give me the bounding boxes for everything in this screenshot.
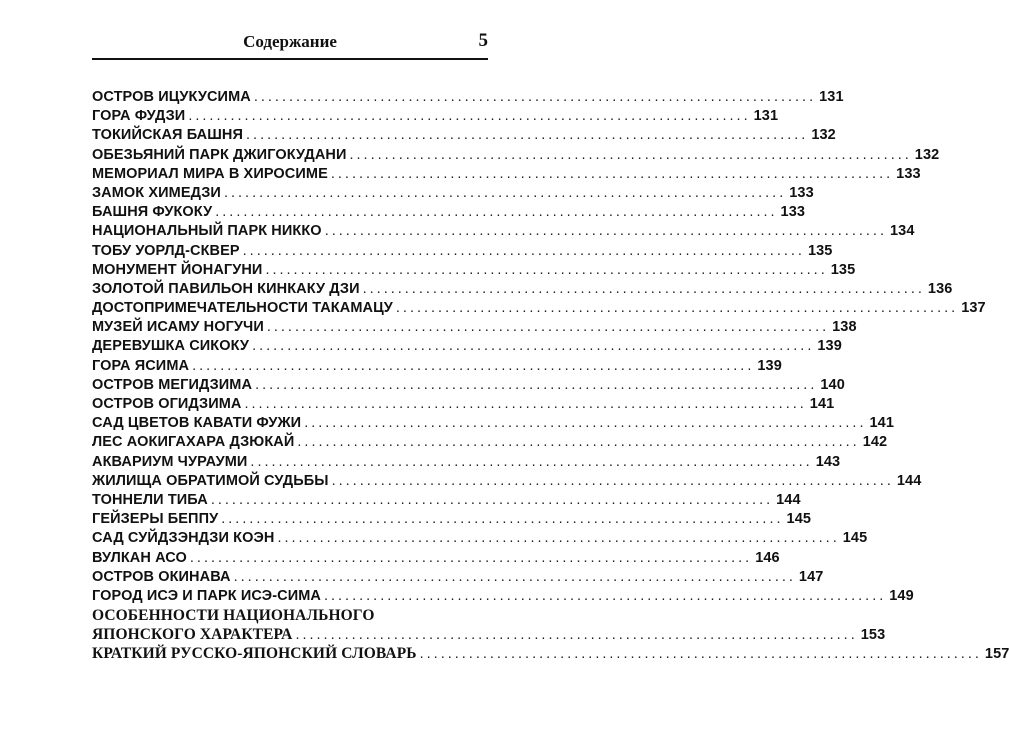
toc-entry-title: САД СУЙДЗЭНДЗИ КОЭН	[92, 530, 275, 547]
dot-leader: ................................................................................	[215, 204, 778, 221]
toc-entry-title: САД ЦВЕТОВ КАВАТИ ФУЖИ	[92, 415, 302, 432]
toc-section-title: ОСОБЕННОСТИ НАЦИОНАЛЬНОГО	[92, 607, 375, 625]
dot-leader: ................................................................................	[395, 300, 959, 317]
dot-leader: ................................................................................	[210, 491, 774, 508]
toc-page-number: 143	[815, 453, 841, 470]
toc-entry-title: ЗАМОК ХИМЕДЗИ	[92, 184, 221, 201]
toc-page-number: 132	[914, 146, 940, 163]
toc-page-number: 157	[984, 646, 1009, 663]
toc-entry-title: ТОБУ УОРЛД-СКВЕР	[92, 242, 240, 259]
toc-entry-title: ОСТРОВ ОГИДЗИМА	[92, 396, 242, 412]
toc-page-number: 135	[830, 261, 856, 278]
toc-section-title: КРАТКИЙ РУССКО-ЯПОНСКИЙ СЛОВАРЬ	[92, 645, 417, 663]
toc-page-number: 147	[798, 568, 824, 585]
dot-leader: ................................................................................	[362, 280, 925, 297]
toc-entry[interactable]	[92, 491, 801, 510]
toc-entry[interactable]	[92, 299, 986, 318]
toc-page-number: 153	[860, 627, 886, 644]
toc-page-number: 137	[961, 300, 986, 317]
toc-page-number: 134	[889, 223, 915, 240]
toc-entry-title: ЖИЛИЩА ОБРАТИМОЙ СУДЬБЫ	[92, 472, 329, 489]
toc-entry-title: ОБЕЗЬЯНИЙ ПАРК ДЖИГОКУДАНИ	[92, 146, 347, 163]
toc-entry-title: ГОРОД ИСЭ И ПАРК ИСЭ-СИМА	[92, 587, 321, 604]
toc-entry[interactable]	[92, 414, 894, 433]
toc-entry-title: ЗОЛОТОЙ ПАВИЛЬОН КИНКАКУ ДЗИ	[92, 280, 360, 297]
dot-leader: ................................................................................	[244, 396, 807, 412]
toc-entry[interactable]	[92, 280, 953, 299]
dot-leader: ................................................................................	[266, 319, 830, 336]
toc-page-number: 145	[842, 530, 868, 547]
dot-leader: ................................................................................	[250, 453, 813, 470]
dot-leader: ................................................................................	[255, 376, 818, 393]
toc-page-number: 139	[817, 338, 842, 355]
dot-leader: ................................................................................	[189, 549, 753, 566]
dot-leader: ................................................................................	[265, 261, 828, 278]
toc-page-number: 131	[819, 89, 844, 105]
toc-entry-title: ОСТРОВ ИЦУКУСИМА	[92, 89, 251, 105]
toc-entries	[92, 88, 986, 606]
dot-leader: ................................................................................	[253, 89, 817, 105]
toc-entry[interactable]	[92, 146, 940, 165]
toc-entry-title: ДЕРЕВУШКА СИКОКУ	[92, 338, 250, 355]
toc-entry-title: ОСТРОВ ОКИНАВА	[92, 568, 231, 585]
toc-entry[interactable]	[92, 165, 921, 184]
toc-entry[interactable]	[92, 107, 779, 126]
toc-page-number: 141	[809, 396, 835, 412]
toc-entry[interactable]	[92, 587, 914, 606]
dot-leader: ................................................................................	[221, 511, 784, 528]
toc-page-number: 149	[889, 587, 914, 604]
toc-page-number: 141	[869, 415, 894, 432]
dot-leader: ................................................................................	[242, 242, 805, 259]
toc-page-number: 144	[776, 491, 801, 508]
toc-entry[interactable]	[92, 222, 915, 241]
toc-entry-title: ТОКИЙСКАЯ БАШНЯ	[92, 127, 244, 144]
dot-leader: ................................................................................	[295, 627, 858, 644]
dot-leader: ................................................................................	[297, 434, 860, 451]
toc-entry[interactable]	[92, 568, 824, 587]
toc-entry[interactable]	[92, 318, 857, 337]
page-header	[92, 30, 488, 60]
toc-entry-title: ГЕЙЗЕРЫ БЕППУ	[92, 511, 219, 528]
toc-entry[interactable]	[92, 510, 812, 529]
toc-entry-title: МОНУМЕНТ ЙОНАГУНИ	[92, 261, 263, 278]
dot-leader: ................................................................................	[323, 587, 887, 604]
dot-leader: ................................................................................	[252, 338, 815, 355]
toc-entry[interactable]	[92, 337, 842, 356]
toc-entry[interactable]	[92, 433, 888, 452]
toc-page-number: 133	[780, 204, 806, 221]
toc-section-national-character-line2[interactable]	[92, 625, 886, 644]
toc-page-number: 145	[786, 511, 812, 528]
toc-page-number: 144	[896, 472, 922, 489]
dot-leader: ................................................................................	[223, 184, 787, 201]
dot-leader: ................................................................................	[304, 415, 867, 432]
toc-entry[interactable]	[92, 376, 845, 395]
header-title: Содержание	[243, 32, 337, 51]
toc-entry-title: ГОРА ЯСИМА	[92, 357, 190, 374]
toc-entry-title: АКВАРИУМ ЧУРАУМИ	[92, 453, 248, 470]
toc-entry[interactable]	[92, 395, 835, 414]
dot-leader: ................................................................................	[246, 127, 809, 144]
toc-page-number: 131	[753, 108, 779, 125]
toc-page-number: 135	[807, 242, 833, 259]
toc-entry[interactable]	[92, 453, 841, 472]
toc-entry-title: МУЗЕЙ ИСАМУ НОГУЧИ	[92, 319, 264, 336]
toc-page-number: 142	[862, 434, 888, 451]
toc-entry-title: МЕМОРИАЛ МИРА В ХИРОСИМЕ	[92, 165, 328, 182]
toc-entry-title: ДОСТОПРИМЕЧАТЕЛЬНОСТИ ТАКАМАЦУ	[92, 300, 393, 317]
toc-page-number: 138	[832, 319, 857, 336]
toc-page-number: 146	[755, 549, 780, 566]
toc-entry[interactable]	[92, 261, 856, 280]
dot-leader: ................................................................................	[277, 530, 840, 547]
toc-page-number: 140	[820, 376, 845, 393]
toc-entry-title: НАЦИОНАЛЬНЫЙ ПАРК НИККО	[92, 223, 322, 240]
toc-entry-title: ГОРА ФУДЗИ	[92, 108, 186, 125]
dot-leader: ................................................................................	[324, 223, 887, 240]
dot-leader: ................................................................................	[349, 146, 912, 163]
dot-leader: ................................................................................	[192, 357, 755, 374]
toc-entry-title: БАШНЯ ФУКОКУ	[92, 204, 213, 221]
dot-leader: ................................................................................	[188, 108, 751, 125]
toc-entry-title: ТОННЕЛИ ТИБА	[92, 491, 208, 508]
toc-page-number: 139	[757, 357, 782, 374]
toc-page-number: 133	[896, 165, 921, 182]
toc-section-title: ЯПОНСКОГО ХАРАКТЕРА	[92, 626, 293, 644]
toc-entry[interactable]	[92, 529, 868, 548]
toc-entry[interactable]	[92, 549, 780, 568]
toc-page-number: 136	[927, 280, 953, 297]
toc-entry[interactable]	[92, 203, 806, 222]
toc-entry-title: ОСТРОВ МЕГИДЗИМА	[92, 376, 253, 393]
toc-entry[interactable]	[92, 357, 782, 376]
toc-entry[interactable]	[92, 184, 814, 203]
toc-section-dictionary[interactable]	[92, 644, 1009, 663]
toc-entry[interactable]	[92, 88, 844, 107]
dot-leader: ................................................................................	[331, 472, 894, 489]
toc-entry-title: ЛЕС АОКИГАХАРА ДЗЮКАЙ	[92, 434, 295, 451]
dot-leader: ................................................................................	[419, 646, 982, 663]
toc-page-number: 133	[789, 184, 814, 201]
toc-entry[interactable]	[92, 126, 836, 145]
toc-entry-title: ВУЛКАН АСО	[92, 549, 187, 566]
toc-entry[interactable]	[92, 472, 922, 491]
dot-leader: ................................................................................	[233, 568, 796, 585]
toc-page-number: 132	[811, 127, 836, 144]
toc-section-national-character-line1[interactable]	[92, 606, 488, 625]
dot-leader: ................................................................................	[330, 165, 894, 182]
toc-entry[interactable]	[92, 242, 833, 261]
header-page-number: 5	[478, 30, 488, 51]
table-of-contents	[92, 88, 1009, 664]
